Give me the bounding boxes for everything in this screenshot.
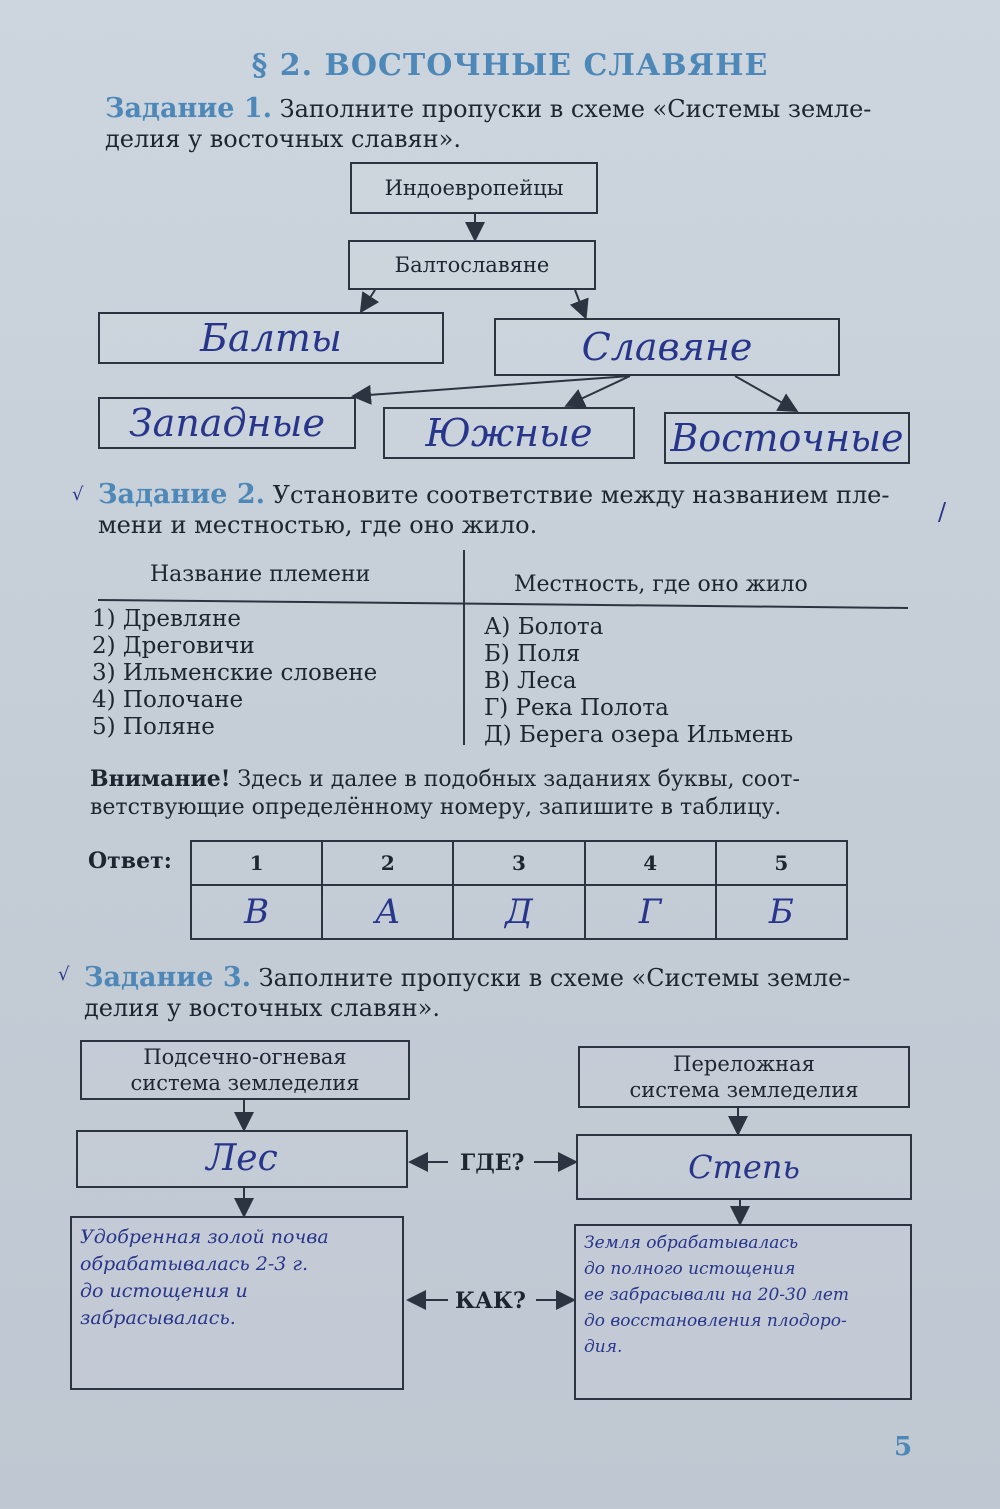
fallow-line2: система земледелия: [629, 1078, 859, 1102]
place-item: В) Леса: [484, 668, 577, 694]
place-list: [484, 614, 793, 749]
answer-value-cell[interactable]: А: [322, 885, 453, 939]
hand-right-how-3: ее забрасывали на 20-30 лет: [584, 1285, 850, 1305]
answer-header-cell: 3: [453, 841, 584, 885]
hand-east: Восточные: [670, 416, 904, 460]
answer-value-cell[interactable]: Г: [585, 885, 716, 939]
section-title: § 2. ВОСТОЧНЫЕ СЛАВЯНЕ: [251, 48, 769, 83]
answer-value-row: [191, 885, 847, 939]
answer-header-cell: 2: [322, 841, 453, 885]
answer-header-row: [191, 841, 847, 885]
task3-label: Задание 3.: [84, 962, 252, 993]
answer-table: [190, 840, 848, 940]
task2-label: Задание 2.: [98, 479, 266, 510]
answer-header-cell: 5: [716, 841, 847, 885]
attention-note: [90, 765, 920, 822]
tribe-item: 5) Поляне: [92, 714, 215, 740]
tribe-item: 1) Древляне: [92, 606, 241, 632]
answer-header-cell: 1: [191, 841, 322, 885]
how-label: КАК?: [455, 1288, 526, 1314]
page-number: 5: [894, 1432, 913, 1462]
tribe-item: 3) Ильменские словене: [92, 660, 378, 686]
answer-value-cell[interactable]: Д: [453, 885, 584, 939]
place-item: Д) Берега озера Ильмень: [484, 722, 794, 748]
tribe-list: [92, 606, 377, 741]
attention-line2: ветствующие определённому номеру, запишите в таблицу.: [90, 795, 782, 820]
hand-forest: Лес: [206, 1138, 278, 1179]
task1-line2: делия у восточных славян».: [105, 125, 461, 153]
task1-line1: Заполните пропуски в схеме «Системы земле-: [279, 95, 872, 123]
node-indoeuropeans-label: Индоевропейцы: [384, 176, 564, 200]
slash-burn-how-box: [70, 1216, 404, 1390]
hand-west: Западные: [128, 401, 325, 445]
hand-south: Южные: [425, 411, 593, 455]
answer-value-cell[interactable]: В: [191, 885, 322, 939]
attention-bold: Внимание!: [90, 766, 231, 792]
task3-line1: Заполните пропуски в схеме «Системы земле-: [258, 964, 851, 992]
slash-burn-where-box: [76, 1130, 408, 1188]
tribe-item: 4) Полочане: [92, 687, 244, 713]
attention-line1: Здесь и далее в подобных заданиях буквы, соот-: [237, 767, 800, 792]
fallow-system-box: [578, 1046, 910, 1108]
hand-left-how-4: забрасывалась.: [80, 1307, 236, 1329]
task2-text: [98, 480, 928, 540]
place-item: А) Болота: [484, 614, 604, 640]
tribe-item: 2) Дреговичи: [92, 633, 255, 659]
hand-steppe: Степь: [688, 1148, 800, 1186]
place-item: Г) Река Полота: [484, 695, 669, 721]
hand-slavs: Славяне: [581, 325, 753, 369]
hand-left-how-2: обрабатывалась 2-3 г.: [80, 1253, 309, 1275]
task2-line1: Установите соответствие между названием пле-: [272, 481, 890, 509]
task2-check-mark: √: [72, 484, 84, 505]
slash-burn-system-box: [80, 1040, 410, 1100]
task3-line2: делия у восточных славян».: [84, 994, 440, 1022]
hand-right-how-4: до восстановления плодоро-: [584, 1311, 847, 1331]
answer-label: Ответ:: [88, 848, 172, 874]
hand-right-how-5: дия.: [584, 1337, 623, 1357]
fallow-where-box: [576, 1134, 912, 1200]
fallow-line1: Переложная: [673, 1052, 815, 1076]
answer-value-cell[interactable]: Б: [716, 885, 847, 939]
hand-left-how-3: до истощения и: [80, 1280, 248, 1302]
hand-balts: Балты: [200, 316, 342, 360]
hand-right-how-2: до полного истощения: [584, 1259, 796, 1279]
hand-right-how-1: Земля обрабатывалась: [584, 1233, 799, 1253]
slash-burn-line1: Подсечно-огневая: [143, 1045, 347, 1069]
place-item: Б) Поля: [484, 641, 581, 667]
task1-label: Задание 1.: [105, 93, 273, 124]
tribe-column-header: Название племени: [150, 562, 371, 587]
hand-left-how-1: Удобренная золой почва: [80, 1226, 329, 1248]
task3-text: [84, 963, 924, 1023]
where-label: ГДЕ?: [460, 1150, 525, 1176]
node-baltoslavs-label: Балтославяне: [394, 253, 550, 277]
fallow-how-box: [574, 1224, 912, 1400]
task2-line2: мени и местностью, где оно жило.: [98, 511, 538, 539]
slash-burn-line2: система земледелия: [130, 1071, 360, 1095]
task2-margin-mark: /: [938, 498, 947, 526]
place-column-header: Местность, где оно жило: [514, 572, 808, 597]
answer-header-cell: 4: [585, 841, 716, 885]
task3-check-mark: √: [58, 964, 70, 985]
